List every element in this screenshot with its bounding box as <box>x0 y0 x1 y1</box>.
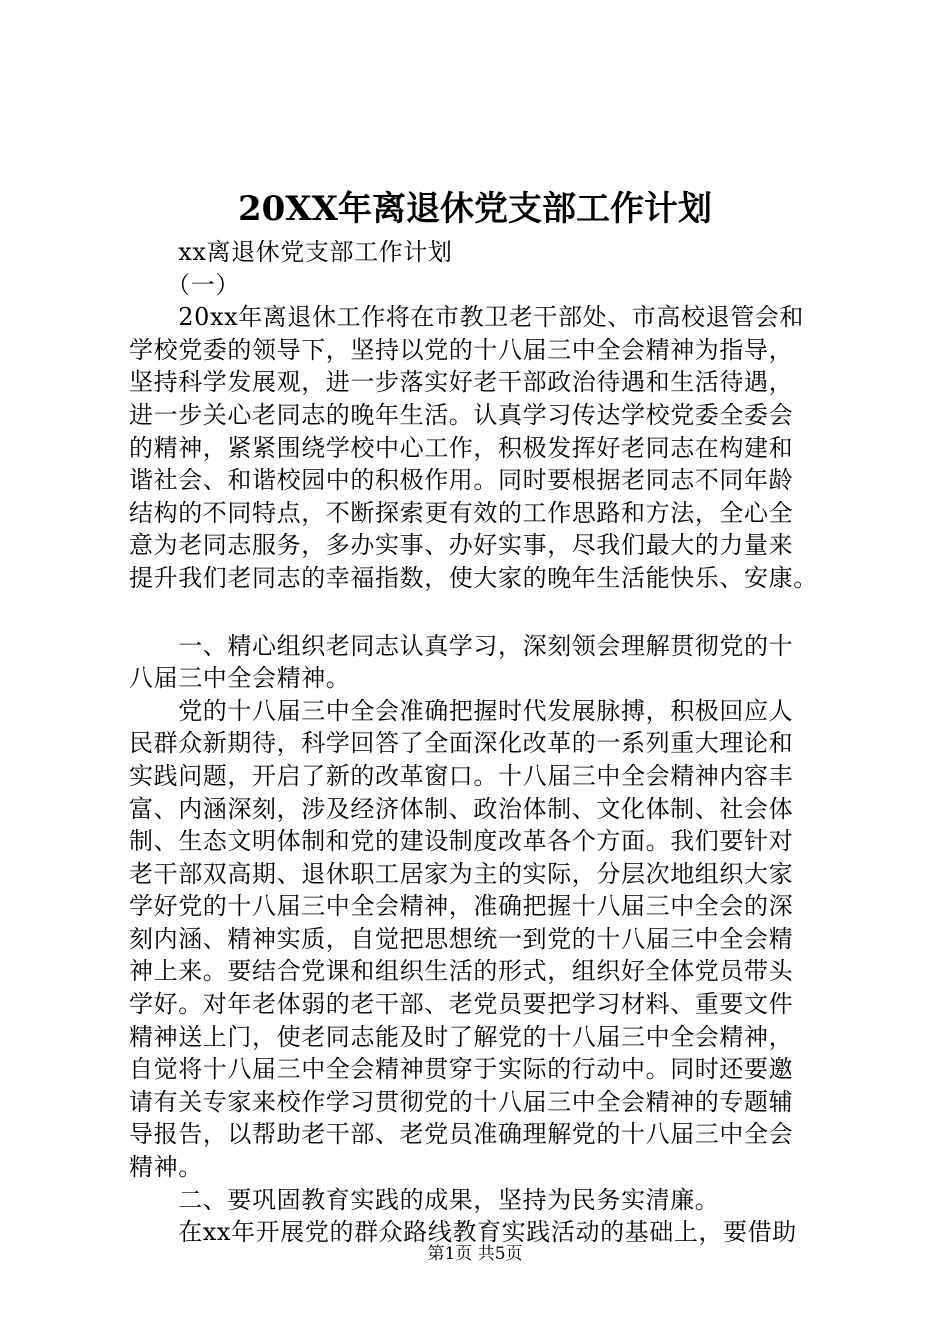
body-line: 在xx年开展党的群众路线教育实践活动的基础上，要借助 <box>129 1218 797 1247</box>
body-line: 结构的不同特点，不断探索更有效的工作思路和方法，全心全 <box>129 498 794 527</box>
body-line: 刻内涵、精神实质，自觉把思想统一到党的十八届三中全会精 <box>129 924 794 953</box>
body-line: 实践问题，开启了新的改革窗口。十八届三中全会精神内容丰 <box>129 761 794 790</box>
body-line: xx离退休党支部工作计划 <box>129 238 453 266</box>
body-line: 精神。 <box>129 1153 203 1182</box>
document-body <box>129 236 845 1249</box>
body-line: 老干部双高期、退休职工居家为主的实际，分层次地组织大家 <box>129 859 794 888</box>
body-line: 导报告，以帮助老干部、老党员准确理解党的十八届三中全会 <box>129 1120 794 1149</box>
body-line: 学好党的十八届三中全会精神，准确把握十八届三中全会的深 <box>129 892 794 921</box>
body-line: 神上来。要结合党课和组织生活的形式，组织好全体党员带头 <box>129 957 794 986</box>
body-line: 制、生态文明体制和党的建设制度改革各个方面。我们要针对 <box>129 827 794 856</box>
page-number-footer: 第1页 共5页 <box>427 1244 523 1264</box>
body-line: 学好。对年老体弱的老干部、老党员要把学习材料、重要文件 <box>129 990 794 1019</box>
body-line: （一） <box>129 270 240 299</box>
paragraph-gap <box>129 595 845 630</box>
body-line: 坚持科学发展观，进一步落实好老干部政治待遇和生活待遇， <box>129 368 794 397</box>
body-line: 民群众新期待，科学回答了全面深化改革的一系列重大理论和 <box>129 729 794 758</box>
body-line: 提升我们老同志的幸福指数，使大家的晚年生活能快乐、安康。 <box>129 563 818 592</box>
body-line: 一、精心组织老同志认真学习，深刻领会理解贯彻党的十 <box>129 631 794 660</box>
body-line: 八届三中全会精神。 <box>129 664 351 693</box>
body-line: 意为老同志服务，多办实事、办好实事，尽我们最大的力量来 <box>129 531 794 560</box>
body-line: 学校党委的领导下，坚持以党的十八届三中全会精神为指导， <box>129 335 794 364</box>
body-line: 请有关专家来校作学习贯彻党的十八届三中全会精神的专题辅 <box>129 1087 794 1116</box>
document-title: 20XX年离退休党支部工作计划 <box>237 189 713 229</box>
body-line: 富、内涵深刻，涉及经济体制、政治体制、文化体制、社会体 <box>129 794 794 823</box>
body-line: 的精神，紧紧围绕学校中心工作，积极发挥好老同志在构建和 <box>129 433 794 462</box>
body-line: 党的十八届三中全会准确把握时代发展脉搏，积极回应人 <box>129 696 794 725</box>
body-line: 20xx年离退休工作将在市教卫老干部处、市高校退管会和 <box>129 303 805 332</box>
body-line: 自觉将十八届三中全会精神贯穿于实际的行动中。同时还要邀 <box>129 1055 794 1084</box>
body-line: 进一步关心老同志的晚年生活。认真学习传达学校党委全委会 <box>129 400 794 429</box>
body-line: 谐社会、和谐校园中的积极作用。同时要根据老同志不同年龄 <box>129 466 794 495</box>
body-line: 二、要巩固教育实践的成果，坚持为民务实清廉。 <box>129 1185 720 1214</box>
body-line: 精神送上门，使老同志能及时了解党的十八届三中全会精神， <box>129 1022 794 1051</box>
